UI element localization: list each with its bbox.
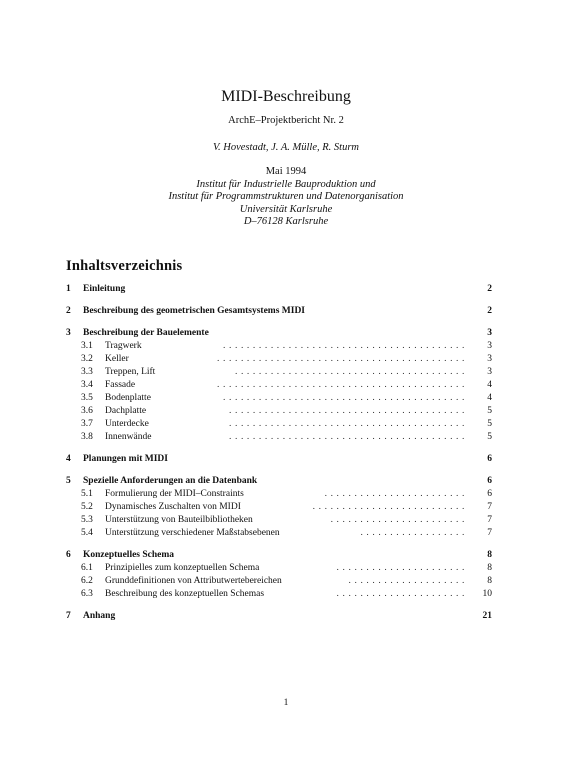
- document-title: MIDI-Beschreibung: [221, 88, 351, 105]
- toc-entry-title: Prinzipielles zum konzeptuellen Schema: [105, 563, 260, 573]
- toc-heading: Inhaltsverzeichnis: [66, 258, 183, 274]
- university: Universität Karlsruhe: [239, 203, 333, 215]
- report-subtitle: ArchE–Projektbericht Nr. 2: [228, 115, 344, 126]
- toc-dot-leader: .......................................: [234, 367, 468, 377]
- toc-entry-page: 21: [482, 611, 492, 621]
- toc-entry-number: 7: [66, 611, 71, 621]
- toc-entry-title: Beschreibung des konzeptuellen Schemas: [105, 589, 265, 599]
- toc-entry-number: 6.3: [81, 589, 93, 599]
- toc-entry-number: 1: [66, 284, 71, 294]
- toc-entry-page: 5: [487, 406, 492, 416]
- publication-date: Mai 1994: [265, 166, 307, 177]
- toc-entry-page: 8: [487, 576, 492, 586]
- toc-entry-title: Planungen mit MIDI: [83, 454, 168, 464]
- toc-dot-leader: ..........................................: [217, 354, 468, 364]
- toc-entry-1[interactable]: [66, 283, 492, 295]
- toc-entry-title: Beschreibung des geometrischen Gesamtsystems MIDI: [83, 306, 305, 316]
- toc-entry-number: 5.4: [81, 528, 93, 538]
- toc-entry-page: 4: [487, 380, 492, 390]
- toc-entry-title: Spezielle Anforderungen an die Datenbank: [83, 476, 258, 486]
- toc-entry-number: 3.2: [81, 354, 93, 364]
- toc-entry-number: 3: [66, 328, 71, 338]
- toc-entry-page: 3: [487, 367, 492, 377]
- toc-entry-page: 8: [487, 550, 492, 560]
- toc-entry-page: 3: [487, 354, 492, 364]
- toc-entry-3-5[interactable]: [66, 392, 492, 404]
- toc-entry-6-3[interactable]: [66, 588, 492, 600]
- toc-entry-title: Konzeptuelles Schema: [83, 550, 175, 560]
- affiliation-block: [0, 166, 572, 229]
- toc-entry-page: 6: [487, 476, 492, 486]
- toc-entry-4[interactable]: [66, 453, 492, 465]
- toc-entry-page: 2: [487, 284, 492, 294]
- toc-entry-page: 3: [487, 341, 492, 351]
- toc-entry-title: Beschreibung der Bauelemente: [83, 328, 209, 338]
- toc-entry-title: Anhang: [83, 611, 116, 621]
- toc-entry-page: 10: [482, 589, 492, 599]
- page-number: 1: [283, 698, 289, 708]
- city: D–76128 Karlsruhe: [243, 216, 329, 227]
- toc-entry-number: 3.5: [81, 393, 93, 403]
- toc-entry-title: Formulierung der MIDI–Constraints: [105, 489, 244, 499]
- toc-entry-page: 5: [487, 419, 492, 429]
- toc-entry-number: 3.6: [81, 406, 93, 416]
- toc-entry-number: 5.3: [81, 515, 93, 525]
- toc-entry-number: 6: [66, 550, 71, 560]
- toc-dot-leader: .........................................: [223, 393, 468, 403]
- toc-entry-page: 7: [487, 515, 492, 525]
- toc-entry-title: Treppen, Lift: [105, 367, 156, 377]
- toc-entry-number: 3.4: [81, 380, 93, 390]
- toc-entry-6-1[interactable]: [66, 562, 492, 574]
- toc-entry-5-3[interactable]: [66, 514, 492, 526]
- toc-entry-title: Unterstützung von Bauteilbibliotheken: [105, 515, 253, 525]
- toc-dot-leader: .........................................: [223, 341, 468, 351]
- toc-entry-2[interactable]: [66, 305, 492, 317]
- toc-entry-3-1[interactable]: [66, 340, 492, 352]
- toc-entry-number: 6.2: [81, 576, 93, 586]
- toc-entry-title: Dynamisches Zuschalten von MIDI: [105, 502, 241, 512]
- toc-dot-leader: ........................................: [229, 419, 468, 429]
- toc-dot-leader: ......................: [336, 589, 468, 599]
- toc-entry-page: 5: [487, 432, 492, 442]
- toc-entry-3-7[interactable]: [66, 418, 492, 430]
- toc-entry-3-3[interactable]: [66, 366, 492, 378]
- toc-entry-title: Unterstützung verschiedener Maßstabsebenen: [105, 528, 280, 538]
- toc-entry-page: 8: [487, 563, 492, 573]
- toc-entry-6[interactable]: [66, 549, 492, 561]
- toc-entry-title: Grunddefinitionen von Attributwertebereichen: [105, 576, 282, 586]
- toc-dot-leader: .......................: [330, 515, 468, 525]
- toc-entry-number: 5.2: [81, 502, 93, 512]
- toc-entry-3-2[interactable]: [66, 353, 492, 365]
- toc-entry-page: 2: [487, 306, 492, 316]
- toc-entry-3-8[interactable]: [66, 431, 492, 443]
- toc-entry-number: 2: [66, 306, 71, 316]
- toc-entry-title: Unterdecke: [105, 419, 149, 429]
- toc-dot-leader: ......................: [336, 563, 468, 573]
- toc-entry-number: 3.8: [81, 432, 93, 442]
- toc-entry-title: Bodenplatte: [105, 393, 151, 403]
- toc-dot-leader: ..........................: [312, 502, 468, 512]
- toc-dot-leader: ........................................: [229, 406, 468, 416]
- toc-entry-number: 6.1: [81, 563, 93, 573]
- toc-entry-number: 3.7: [81, 419, 93, 429]
- toc-entry-5-1[interactable]: [66, 488, 492, 500]
- toc-entry-title: Keller: [105, 354, 129, 364]
- toc-entry-6-2[interactable]: [66, 575, 492, 587]
- toc-entry-3-6[interactable]: [66, 405, 492, 417]
- toc-entry-3[interactable]: [66, 327, 492, 339]
- toc-entry-number: 5: [66, 476, 71, 486]
- toc-entry-page: 6: [487, 454, 492, 464]
- toc-entry-page: 6: [487, 489, 492, 499]
- affiliation-line-2: Institut für Programmstrukturen und Datenorganisation: [168, 191, 404, 202]
- toc-entry-5-2[interactable]: [66, 501, 492, 513]
- toc-entry-title: Tragwerk: [105, 341, 142, 351]
- toc-entry-page: 4: [487, 393, 492, 403]
- toc-dot-leader: ........................................: [229, 432, 468, 442]
- toc-entry-number: 5.1: [81, 489, 93, 499]
- toc-entry-title: Dachplatte: [105, 406, 147, 416]
- toc-entry-title: Fassade: [105, 380, 136, 390]
- toc-entry-page: 7: [487, 502, 492, 512]
- toc-entry-5[interactable]: [66, 475, 492, 487]
- toc-entry-number: 3.1: [81, 341, 93, 351]
- affiliation-line-1: Institut für Industrielle Bauproduktion und: [196, 178, 376, 190]
- toc-entry-5-4[interactable]: [66, 527, 492, 539]
- toc-entry-7[interactable]: [66, 610, 492, 622]
- authors: V. Hovestadt, J. A. Mülle, R. Sturm: [212, 142, 359, 153]
- toc-entry-page: 3: [487, 328, 492, 338]
- toc-entry-3-4[interactable]: [66, 379, 492, 391]
- toc-entry-page: 7: [487, 528, 492, 538]
- toc-entry-title: Einleitung: [83, 284, 126, 294]
- toc-entry-title: Innenwände: [105, 432, 152, 442]
- toc-entry-number: 4: [66, 454, 71, 464]
- toc-dot-leader: ..................: [360, 528, 468, 538]
- toc-entry-number: 3.3: [81, 367, 93, 377]
- toc-dot-leader: ........................: [324, 489, 468, 499]
- toc-dot-leader: ....................: [348, 576, 468, 586]
- toc-dot-leader: ..........................................: [217, 380, 468, 390]
